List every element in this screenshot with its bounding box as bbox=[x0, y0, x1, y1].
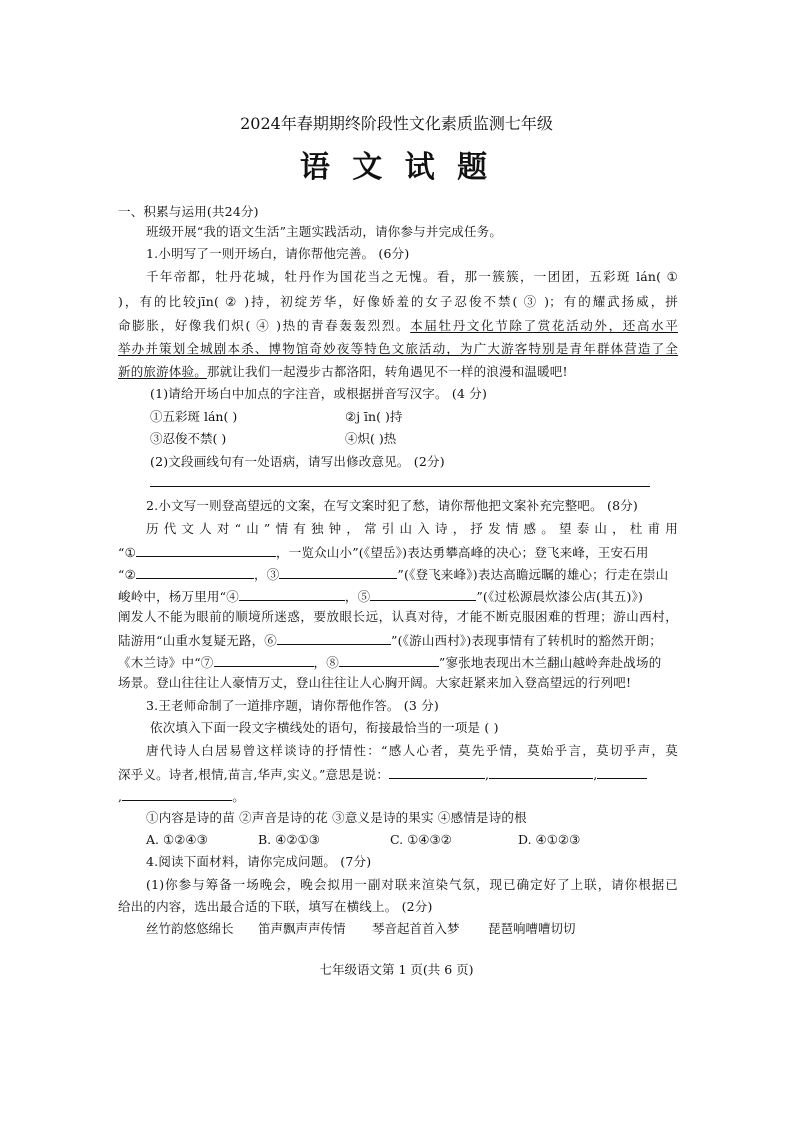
q2-text: ，⑧ bbox=[313, 655, 339, 670]
q1-answer-line[interactable] bbox=[150, 486, 650, 487]
q2-line-3 bbox=[118, 565, 678, 583]
q3-line-2: 唐代诗人白居易曾这样谈诗的抒情性：“感人心者，莫先乎情，莫始乎言，莫切乎声，莫 bbox=[146, 743, 678, 758]
q2-blank-3[interactable] bbox=[279, 565, 397, 579]
q1-option-3: ③忍俊不禁( ) bbox=[150, 431, 227, 446]
q1-paragraph-text: 命膨胀，好像我们炽( ④ )热的青春轰轰烈烈。 bbox=[118, 318, 411, 333]
q2-blank-8[interactable] bbox=[339, 653, 439, 667]
q4-option-3: 琴音起首首入梦 bbox=[372, 921, 460, 936]
q2-line-5: 阐发人不能为眼前的顺境所迷惑，要放眼长远，认真对待，才能不断克服困难的哲理；游山西村， bbox=[118, 609, 678, 624]
q3-blank-4[interactable] bbox=[122, 787, 232, 801]
q1-underlined-sentence-part-2: 举办并策划全城剧本杀、博物馆奇妙夜等特色文旅活动，为广大游客特别是青年群体营造了全 bbox=[118, 341, 678, 356]
q1-underlined-sentence-part-3: 新的旅游体验。 bbox=[118, 364, 207, 379]
q1-subquestion-2: (2)文段画线句有一处语病，请写出修改意见。 (2分) bbox=[150, 454, 445, 469]
q2-text: “① bbox=[118, 545, 136, 560]
q4-subquestion-1-line-2: 给出的内容，选出最合适的下联，填写在横线上。 (2分) bbox=[118, 899, 433, 914]
q3-choice-c[interactable]: C. ①④③② bbox=[390, 832, 452, 847]
q1-paragraph-line-1: 千年帝都，牡丹花城，牡丹作为国花当之无愧。看，那一簇簇，一团团，五彩斑 lán( ① bbox=[146, 269, 678, 284]
q3-line-1: 依次填入下面一段文字横线处的语句，衔接最恰当的一项是 ( ) bbox=[150, 720, 499, 735]
q2-text: ，③ bbox=[254, 567, 280, 582]
q2-line-8: 场景。登山往往让人豪情万丈，登山往往让人心胸开阔。大家赶紧来加入登高望远的行列吧! bbox=[118, 675, 632, 690]
q3-blank-2[interactable] bbox=[489, 765, 593, 779]
q4-option-1: 丝竹韵悠悠绵长 bbox=[146, 921, 234, 936]
q2-text: ”寥张地表现出木兰翻山越岭奔赴战场的 bbox=[438, 655, 662, 670]
q3-choice-a[interactable]: A. ①②④③ bbox=[146, 832, 208, 847]
q3-text: 。 bbox=[232, 789, 245, 804]
q1-paragraph-line-5 bbox=[118, 364, 678, 380]
q2-line-1: 历代文人对“山”情有独钟，常引山入诗，抒发情感。望泰山，杜甫用 bbox=[146, 521, 678, 536]
q1-option-2: ②j īn( )持 bbox=[345, 409, 403, 424]
q3-blank-1[interactable] bbox=[389, 765, 485, 779]
q3-line-3: 深乎义。诗者,根情,苗言,华声,实义。”意思是说： , , bbox=[118, 765, 678, 783]
q2-text: ”(《登飞来峰》)表达高瞻远瞩的雄心；行走在崇山 bbox=[397, 567, 669, 582]
q3-items: ①内容是诗的苗 ②声音是诗的花 ③意义是诗的果实 ④感情是诗的根 bbox=[146, 810, 527, 825]
q4-prompt: 4.阅读下面材料，请你完成问题。 (7分) bbox=[146, 854, 372, 869]
q1-paragraph-ending: 那就让我们一起漫步古都洛阳，转角遇见不一样的浪漫和温暖吧! bbox=[206, 364, 568, 379]
q2-blank-4[interactable] bbox=[239, 587, 345, 601]
q2-line-6 bbox=[118, 631, 678, 649]
q4-subquestion-1-line-1: (1)你参与筹备一场晚会，晚会拟用一副对联来渲染气氛，现已确定好了上联，请你根据已 bbox=[146, 877, 678, 892]
q2-text: ”(《游山西村》)表现事情有了转机时的豁然开朗； bbox=[391, 633, 662, 648]
page-footer: 七年级语文第 1 页(共 6 页) bbox=[319, 962, 474, 977]
q2-blank-7[interactable] bbox=[214, 653, 314, 667]
q3-prompt: 3.王老师命制了一道排序题，请你帮他作答。 (3 分) bbox=[146, 698, 439, 713]
q2-text: ”(《过松源晨炊漆公店(其五)》) bbox=[476, 589, 644, 604]
q3-line-4: , 。 bbox=[118, 789, 245, 804]
q2-line-4 bbox=[118, 587, 678, 605]
q2-text: 陆游用“山重水复疑无路，⑥ bbox=[118, 633, 277, 648]
q1-option-1: ①五彩斑 lán( ) bbox=[150, 409, 238, 424]
q2-blank-1[interactable] bbox=[136, 543, 276, 557]
exam-subtitle: 2024年春期期终阶段性文化素质监测七年级 bbox=[240, 114, 553, 133]
q3-choice-b[interactable]: B. ④②①③ bbox=[258, 832, 320, 847]
q2-text: ，一览众山小”(《望岳》)表达勇攀高峰的决心；登飞来峰，王安石用 bbox=[276, 545, 649, 560]
q2-line-7 bbox=[118, 653, 678, 671]
q2-blank-5[interactable] bbox=[370, 587, 476, 601]
q4-option-4: 琵琶响嘈嘈切切 bbox=[488, 921, 576, 936]
section-intro: 班级开展“我的语文生活”主题实践活动，请你参与并完成任务。 bbox=[146, 224, 503, 239]
q1-prompt: 1.小明写了一则开场白，请你帮他完善。 (6分) bbox=[146, 246, 410, 261]
q2-blank-6[interactable] bbox=[277, 631, 391, 645]
q2-line-2 bbox=[118, 543, 678, 561]
q2-blank-2[interactable] bbox=[136, 565, 254, 579]
q1-option-4: ④炽( )热 bbox=[345, 431, 397, 446]
section-heading: 一、积累与运用(共24分) bbox=[118, 204, 259, 219]
q4-option-2: 笛声飘声声传情 bbox=[258, 921, 346, 936]
q1-paragraph-line-2: )，有的比较jīn( ② )持，初绽芳华，好像娇羞的女子忍俊不禁( ③ )；有的耀武扬威，拼 bbox=[118, 294, 678, 309]
q2-text: 峻岭中，杨万里用“④ bbox=[118, 589, 239, 604]
q3-text: 深乎义。诗者,根情,苗言,华声,实义。”意思是说： bbox=[118, 767, 390, 782]
q1-paragraph-line-3 bbox=[118, 318, 678, 334]
q2-text: 《木兰诗》中“⑦ bbox=[118, 655, 214, 670]
exam-title: 语 文 试 题 bbox=[299, 150, 494, 185]
q1-subquestion-1: (1)请给开场白中加点的字注音，或根据拼音写汉字。 (4 分) bbox=[150, 386, 488, 401]
q3-blank-3[interactable] bbox=[597, 765, 647, 779]
q2-text: “② bbox=[118, 567, 136, 582]
q1-underlined-sentence-part-1: 本届牡丹文化节除了赏花活动外，还高水平 bbox=[410, 318, 678, 333]
q3-choice-d[interactable]: D. ④①②③ bbox=[518, 832, 581, 847]
q2-prompt: 2.小文写一则登高望远的文案，在写文案时犯了愁，请你帮他把文案补充完整吧。 (8分) bbox=[146, 498, 639, 513]
q2-text: ，⑤ bbox=[344, 589, 371, 604]
